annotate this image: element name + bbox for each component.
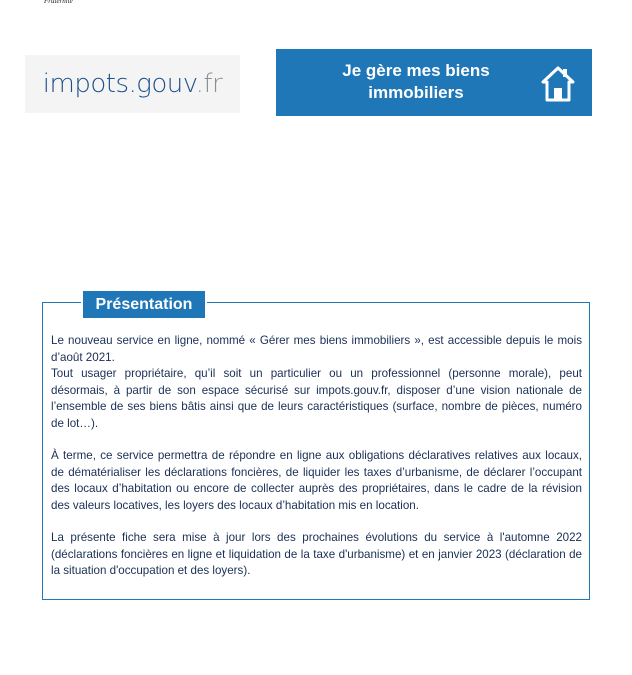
banner-title: Je gère mes biens immobiliers — [342, 61, 490, 102]
logo-dot: . — [128, 69, 137, 99]
logo-name: impots — [42, 69, 129, 99]
house-icon — [541, 65, 575, 108]
presentation-body — [51, 333, 582, 596]
logo-text — [43, 69, 222, 99]
paragraph: À terme, ce service permettra de répondre en ligne aux obligations déclaratives relatives aux locaux, de dématérialiser les déclarations foncières, de liquider les taxes d’urbanisme, de déclarer l’occupant des locaux d’habitation ou encore de collecter auprès des propriétaires, dans le cadre de la révision des valeurs locatives, les loyers des locaux d’habitation mis en location. — [51, 449, 582, 512]
logo-fr: .fr — [195, 69, 223, 99]
header-banner — [276, 49, 592, 116]
paragraph: Tout usager propriétaire, qu’il soit un particulier ou un professionnel (personne morale), peut désormais, à partir de son espace sécurisé sur impots.gouv.fr, disposer d’une vision nationale de l’ensemble de ses biens bâtis ainsi que de leurs caractéristiques (surface, nombre de pièces, numéro de lot…). — [51, 367, 582, 430]
paragraph: La présente fiche sera mise à jour lors des prochaines évolutions du service à l'automne 2022 (déclarations foncières en ligne et liquidation de la taxe d'urbanisme) et en janvier 2023 (déclaration de la situation d'occupation et des loyers). — [51, 531, 582, 577]
impots-logo[interactable] — [25, 55, 240, 113]
logo-gouv: gouv — [136, 69, 196, 99]
paragraph: Le nouveau service en ligne, nommé « Gérer mes biens immobiliers », est accessible depuis le mois d’août 2021. — [51, 334, 582, 364]
presentation-heading: Présentation — [81, 289, 207, 320]
republic-motto: Fraternité — [44, 0, 73, 5]
